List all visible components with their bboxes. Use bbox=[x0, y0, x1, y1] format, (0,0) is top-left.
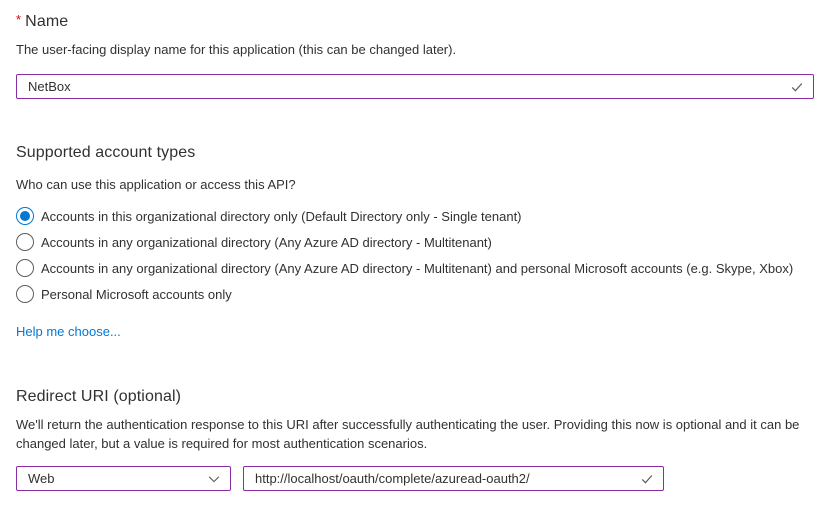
radio-option-single-tenant[interactable] bbox=[16, 203, 813, 229]
name-input-container bbox=[16, 74, 814, 99]
name-input[interactable] bbox=[17, 75, 813, 98]
supported-account-types-section bbox=[16, 144, 813, 341]
name-section-title bbox=[16, 12, 813, 31]
required-asterisk: * bbox=[16, 12, 22, 27]
redirect-uri-input[interactable] bbox=[244, 467, 663, 490]
radio-option-multitenant-personal[interactable] bbox=[16, 255, 813, 281]
radio-option-personal-only[interactable] bbox=[16, 281, 813, 307]
redirect-uri-controls bbox=[16, 466, 813, 491]
redirect-uri-title: Redirect URI (optional) bbox=[16, 388, 182, 405]
help-me-choose-link[interactable]: Help me choose... bbox=[16, 324, 121, 339]
platform-select-value: Web bbox=[28, 471, 55, 486]
name-description: The user-facing display name for this application (this can be changed later). bbox=[16, 42, 457, 57]
radio-option-label: Personal Microsoft accounts only bbox=[41, 286, 232, 302]
radio-unselected-icon[interactable] bbox=[16, 285, 34, 303]
valid-checkmark-icon bbox=[640, 472, 654, 486]
section-spacer bbox=[16, 99, 813, 144]
radio-option-label: Accounts in this organizational directory only (Default Directory only - Single tenant) bbox=[41, 208, 522, 224]
redirect-uri-description: We'll return the authentication response to this URI after successfully authenticating the user. Providing this now is optional and it can be changed later, but a value is required for most authentication scenarios. bbox=[16, 417, 800, 451]
radio-option-label: Accounts in any organizational directory (Any Azure AD directory - Multitenant) bbox=[41, 234, 492, 250]
account-type-radio-group bbox=[16, 203, 813, 307]
chevron-down-icon bbox=[207, 472, 221, 486]
name-section bbox=[16, 12, 813, 99]
radio-unselected-icon[interactable] bbox=[16, 233, 34, 251]
account-types-title: Supported account types bbox=[16, 144, 196, 161]
platform-select-dropdown[interactable] bbox=[16, 466, 231, 491]
valid-checkmark-icon bbox=[790, 80, 804, 94]
account-types-question: Who can use this application or access this API? bbox=[16, 177, 296, 192]
section-spacer bbox=[16, 341, 813, 388]
radio-option-multitenant[interactable] bbox=[16, 229, 813, 255]
name-title-text: Name bbox=[25, 13, 69, 30]
redirect-uri-input-container bbox=[243, 466, 664, 491]
redirect-uri-section bbox=[16, 388, 813, 491]
radio-option-label: Accounts in any organizational directory (Any Azure AD directory - Multitenant) and personal Microsoft accounts (e.g. Skype, Xbox) bbox=[41, 260, 794, 276]
radio-unselected-icon[interactable] bbox=[16, 259, 34, 277]
radio-selected-icon[interactable] bbox=[16, 207, 34, 225]
